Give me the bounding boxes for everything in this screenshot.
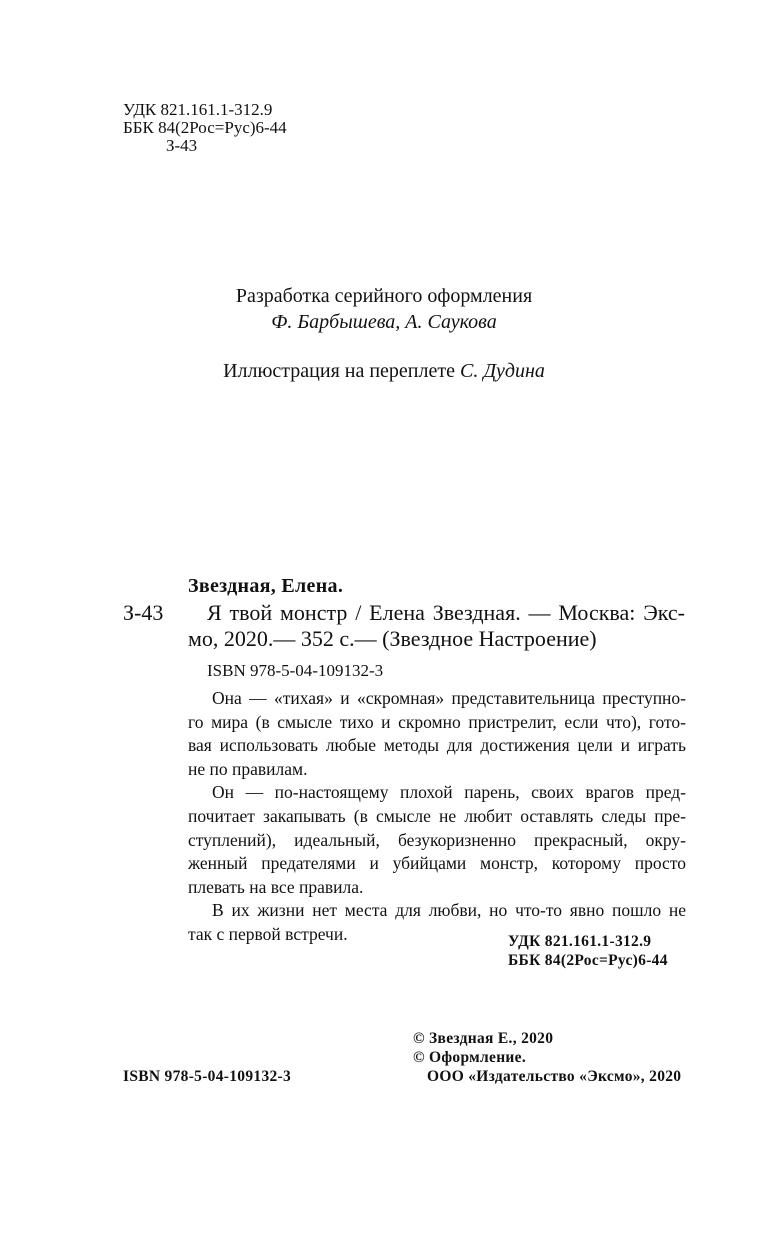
bibliography-mark: З-43 (123, 600, 164, 625)
annotation (188, 687, 686, 947)
bibliography-author: Звездная, Елена. (188, 575, 344, 597)
footer-udk-code: УДК 821.161.1-312.9 (508, 933, 652, 950)
author-mark: З-43 (166, 136, 198, 155)
annotation-paragraph-2 (188, 781, 686, 899)
copyright-publisher: ООО «Издательство «Эксмо», 2020 (427, 1068, 682, 1085)
design-credit-authors: Ф. Барбышева, А. Саукова (271, 311, 497, 333)
copyright-design: © Оформление. (413, 1049, 527, 1066)
illustration-credit-label: Иллюстрация на переплете (223, 360, 455, 382)
copyright-author: © Звездная Е., 2020 (413, 1030, 554, 1047)
illustration-credit (0, 360, 768, 383)
illustration-credit-author: С. Дудина (459, 360, 545, 382)
annotation-line: Он — по-настоящему плохой парень, своих врагов пред- (212, 782, 686, 803)
udk-code: УДК 821.161.1-312.9 (123, 100, 273, 119)
annotation-line: плевать на все правила. (188, 876, 364, 897)
footer-bbk-code: ББК 84(2Рос=Рус)6-44 (508, 952, 668, 969)
annotation-line: го мира (в смысле тихо и скромно пристрелит, если что), гото- (188, 711, 686, 732)
footer-isbn: ISBN 978-5-04-109132-3 (123, 1068, 292, 1085)
annotation-line: ступлений), идеальный, безукоризненно прекрасный, окру- (188, 829, 686, 850)
bibliography-isbn: ISBN 978-5-04-109132-3 (207, 661, 384, 680)
annotation-line: не по правилам. (188, 758, 308, 779)
annotation-line: вая использовать любые методы для достижения цели и играть (188, 735, 686, 756)
design-credit-label: Разработка серийного оформления (235, 285, 533, 307)
annotation-line: В их жизни нет места для любви, но что-то явно пошло не (212, 900, 686, 921)
bibliography-line-1: Я твой монстр / Елена Звездная. — Москва: Экс- (207, 600, 685, 625)
annotation-line: почитает закапывать (в смысле не любит оставлять следы пре- (188, 805, 686, 826)
annotation-line: Она — «тихая» и «скромная» представительница преступно- (212, 688, 686, 708)
bbk-code: ББК 84(2Рос=Рус)6-44 (123, 118, 287, 137)
annotation-line: так с первой встречи. (188, 923, 348, 944)
bibliography-line-2: мо, 2020.— 352 с.— (Звездное Настроение) (188, 626, 597, 651)
annotation-paragraph-1 (188, 687, 686, 781)
annotation-line: женный предателями и убийцами монстр, которому просто (188, 853, 686, 874)
